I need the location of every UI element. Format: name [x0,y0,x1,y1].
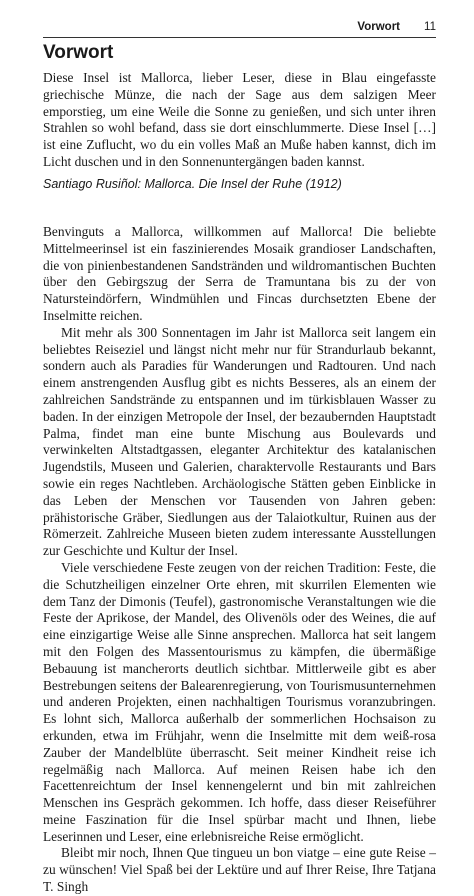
paragraph: Bleibt mir noch, Ihnen Que tingueu un bon viatge – eine gute Reise – zu wünschen! Viel Spaß bei der Lektüre und auf Ihrer Reise, Ihre Tatjana T. Singh [43,845,436,895]
paragraph: Viele verschiedene Feste zeugen von der reichen Tradition: Feste, die die Schutzheiligen einzelner Orte ehren, mit skurrilen Elementen wie dem Tanz der Dimonis (Teufel), gastronomische Veranstaltungen wie die Feste der Aprikose, der Mandel, des Olivenöls oder des Weines, die auf eine einzigartige Weise alle Sinne ansprechen. Mallorca hat seit langem mit den Folgen des Massentourismus zu kämpfen, die übermäßige Bebauung ist mancherorts deutlich sichtbar. Mittlerweile gibt es aber Bestrebungen seitens der Balearenregierung, von Tourismusunternehmen und anderen Projekten, einen nachhaltigen Tourismus voranzubringen. Es lohnt sich, Mallorca außerhalb der sommerlichen Hochsaison zu erkunden, etwa im Frühjahr, wenn die Inselmitte mit dem weiß-rosa Zauber der Mandelblüte überrascht. Seit meiner Kindheit reise ich regelmäßig nach Mallorca. Auf meinen Reisen habe ich den Facettenreichtum der Insel kennengelernt und bin mit zahlreichen Menschen ins Gespräch gekommen. Ich hoffe, dass dieser Reiseführer meine Faszination für die Insel spürbar macht und Ihnen, liebe Leserinnen und Leser, eine erlebnisreiche Reise ermöglicht. [43,559,436,844]
intro-quote: Diese Insel ist Mallorca, lieber Leser, diese in Blau eingefasste griechische Münze, die nach der Sage aus dem salzigen Meer emporstieg, um eine Weile die Sonne zu genießen, und sich unter ihren Strahlen so wohl befand, dass sie dort einschlummerte. Diese Insel […] ist eine Zuflucht, wo du ein volles Maß an Muße haben kannst, dich im Licht duschen und in den Sonnenuntergängen baden kannst. [43,70,436,169]
body-text [43,224,436,896]
running-header [43,21,436,35]
chapter-title: Vorwort [43,42,114,63]
quote-attribution: Santiago Rusiñol: Mallorca. Die Insel der Ruhe (1912) [43,177,342,191]
running-header-section: Vorwort [357,21,400,33]
page-number: 11 [424,21,436,33]
paragraph: Mit mehr als 300 Sonnentagen im Jahr ist Mallorca seit langem ein beliebtes Reiseziel und längst nicht mehr nur für Strandurlaub bekannt, sondern auch als Paradies für Wanderungen und Radtouren. Und nach einem anstrengenden Ausflug gibt es nichts Besseres, als an einem der zahlreichen Sandstrände zu entspannen und im türkisblauen Wasser zu baden. In der einzigen Metropole der Insel, der bezaubernden Hauptstadt Palma, findet man eine bunte Mischung aus Boulevards und verwinkelten Altstadtgassen, eleganter Architektur des katalanischen Jugendstils, Museen und Galerien, charaktervolle Restaurants und Bars sowie ein reges Nachtleben. Archäologische Stätten geben Einblicke in das Leben der Menschen vor Tausenden von Jahren geben: prähistorische Gräber, Siedlungen aus der Talaiotkultur, Ruinen aus der Römerzeit. Zahlreiche Museen bieten zudem interessante Ausstellungen zur Geschichte und Kultur der Insel. [43,324,436,559]
paragraph: Benvinguts a Mallorca, willkommen auf Mallorca! Die beliebte Mittelmeerinsel ist ein faszinierendes Mosaik grandioser Landschaften, die von pinienbestandenen Sandstränden und wildromantischen Buchten über den Gebirgszug der Serra de Tramuntana bis zu der von Natursteindörfern, Windmühlen und Fincas durchsetzten Ebene der Inselmitte reichen. [43,224,436,323]
header-rule [43,37,436,38]
